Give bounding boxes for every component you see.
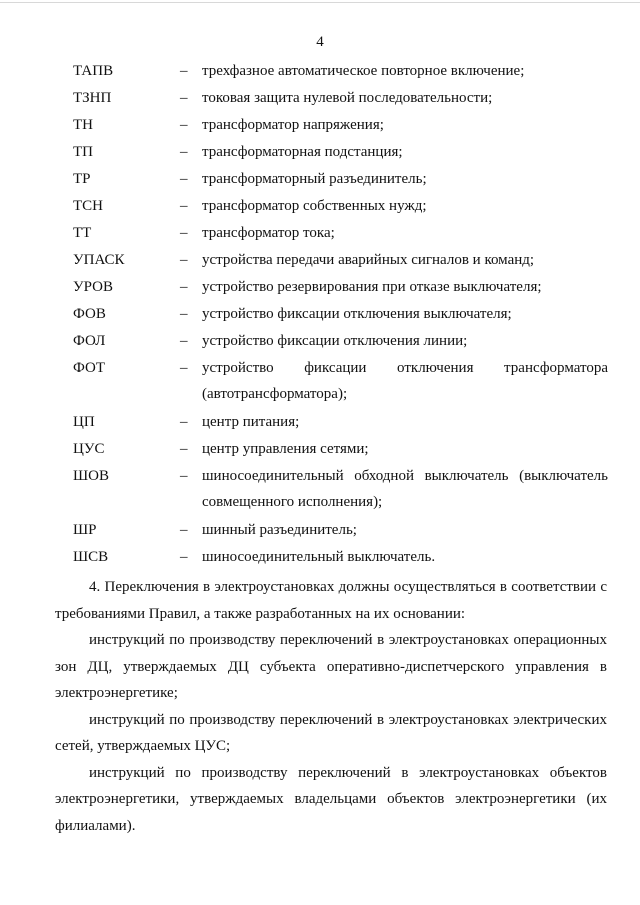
abbreviation-term: ФОЛ (73, 333, 106, 349)
abbreviation-definition: устройство фиксации отключения выключателя; (202, 306, 512, 322)
abbreviation-dash: – (180, 306, 188, 322)
abbreviation-row (73, 305, 608, 332)
abbreviation-row (73, 197, 608, 224)
abbreviation-row (73, 251, 608, 278)
abbreviation-dash: – (180, 468, 188, 484)
abbreviation-dash: – (180, 360, 188, 376)
abbreviation-dash: – (180, 441, 188, 457)
abbreviation-row (73, 467, 608, 521)
abbreviation-dash: – (180, 90, 188, 106)
abbreviation-term: ЦП (73, 414, 95, 430)
abbreviation-term: ТТ (73, 225, 92, 241)
abbreviation-definition: устройство фиксации отключения трансформатора (автотрансформатора); (202, 360, 608, 402)
abbreviation-dash: – (180, 252, 188, 268)
abbreviation-row (73, 521, 608, 548)
abbreviation-row (73, 89, 608, 116)
abbreviation-row (73, 278, 608, 305)
abbreviation-definition: трансформаторный разъединитель; (202, 171, 427, 187)
abbreviation-definition: шиносоединительный обходной выключатель (выключатель совмещенного исполнения); (202, 468, 608, 510)
scan-top-edge (0, 2, 640, 3)
abbreviation-dash: – (180, 63, 188, 79)
abbreviation-definition: трехфазное автоматическое повторное включение; (202, 63, 525, 79)
abbreviation-row (73, 143, 608, 170)
abbreviation-term: ШР (73, 522, 97, 538)
abbreviation-definition: шинный разъединитель; (202, 522, 357, 538)
page-number: 4 (316, 34, 324, 50)
abbreviation-row (73, 116, 608, 143)
paragraph-instruction-electric-networks: инструкций по производству переключений в электроустановках электрических сетей, утверждаемых ЦУС; (55, 711, 607, 754)
paragraph-clause-4: 4. Переключения в электроустановках должны осуществляться в соответствии с требованиями Правил, а также разработанных на их основании: (55, 579, 607, 622)
abbreviation-row (73, 548, 608, 575)
abbreviation-dash: – (180, 279, 188, 295)
abbreviation-definition: токовая защита нулевой последовательности; (202, 90, 493, 106)
abbreviation-term: ТСН (73, 198, 103, 214)
abbreviation-dash: – (180, 522, 188, 538)
abbreviation-term: ТП (73, 144, 93, 160)
abbreviation-term: ТЗНП (73, 90, 112, 106)
abbreviation-definition: трансформатор собственных нужд; (202, 198, 427, 214)
abbreviation-definition: центр питания; (202, 414, 300, 430)
abbreviation-definition: трансформаторная подстанция; (202, 144, 403, 160)
abbreviation-term: УПАСК (73, 252, 125, 268)
abbreviation-term: ФОВ (73, 306, 106, 322)
abbreviation-dash: – (180, 225, 188, 241)
abbreviation-term: ФОТ (73, 360, 106, 376)
abbreviation-dash: – (180, 171, 188, 187)
abbreviation-dash: – (180, 117, 188, 133)
abbreviation-row (73, 413, 608, 440)
abbreviation-definition: шиносоединительный выключатель. (202, 549, 436, 565)
abbreviation-term: ТР (73, 171, 91, 187)
abbreviation-dash: – (180, 549, 188, 565)
abbreviation-dash: – (180, 333, 188, 349)
abbreviation-definition: трансформатор тока; (202, 225, 335, 241)
abbreviation-row (73, 359, 608, 413)
abbreviation-dash: – (180, 144, 188, 160)
abbreviation-term: ТАПВ (73, 63, 114, 79)
abbreviation-definition: устройства передачи аварийных сигналов и команд; (202, 252, 535, 268)
body-text (55, 574, 607, 839)
abbreviation-term: УРОВ (73, 279, 113, 295)
abbreviation-term: ЦУС (73, 441, 105, 457)
abbreviation-term: ТН (73, 117, 93, 133)
abbreviation-dash: – (180, 198, 188, 214)
paragraph-instruction-operational-zones: инструкций по производству переключений в электроустановках операционных зон ДЦ, утверждаемых ДЦ субъекта оперативно-диспетчерского управления в электроэнергетике; (55, 632, 607, 701)
abbreviation-definition: устройство фиксации отключения линии; (202, 333, 468, 349)
abbreviation-term: ШОВ (73, 468, 109, 484)
abbreviation-dash: – (180, 414, 188, 430)
abbreviation-term: ШСВ (73, 549, 109, 565)
abbreviation-row (73, 224, 608, 251)
abbreviation-list (73, 62, 608, 575)
abbreviation-definition: трансформатор напряжения; (202, 117, 384, 133)
abbreviation-definition: устройство резервирования при отказе выключателя; (202, 279, 542, 295)
abbreviation-row (73, 62, 608, 89)
abbreviation-definition: центр управления сетями; (202, 441, 369, 457)
paragraph-instruction-power-facilities: инструкций по производству переключений в электроустановках объектов электроэнергетики, утверждаемых владельцами объектов электроэнергетики (их филиалами). (55, 764, 607, 834)
abbreviation-row (73, 170, 608, 197)
